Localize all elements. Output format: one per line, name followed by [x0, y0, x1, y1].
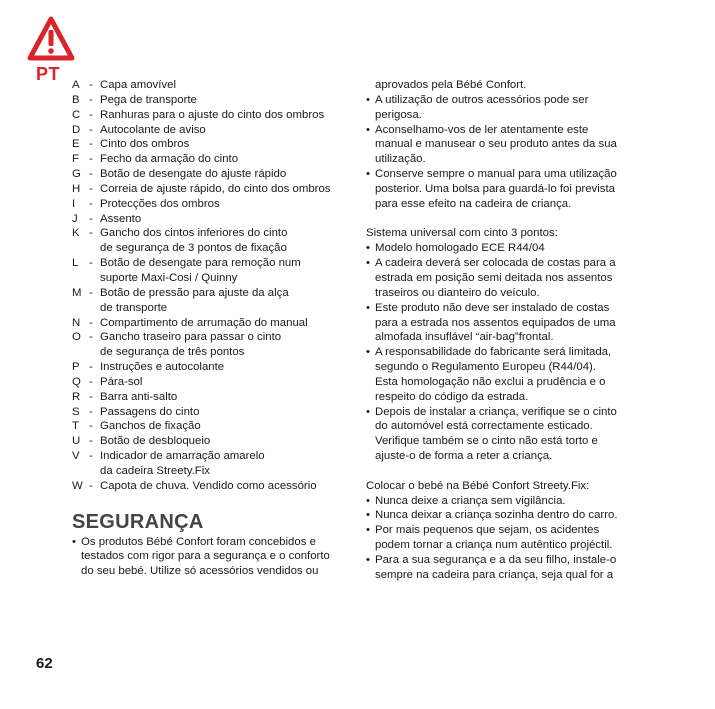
legend-item: [72, 212, 362, 227]
legend-letter: K: [72, 227, 80, 240]
bullet-text: Nunca deixar a criança sozinha dentro do carro.: [375, 509, 618, 522]
legend-item: [72, 197, 362, 212]
legend-dash: -: [89, 316, 93, 329]
legend-item: [72, 316, 362, 331]
legend-dash: -: [89, 212, 93, 225]
legend-letter: U: [72, 435, 81, 448]
bullet-icon: •: [72, 535, 76, 548]
legend-dash: -: [89, 197, 93, 210]
legend-item: [72, 256, 362, 271]
legend-text: Botão de desengate do ajuste rápido: [100, 168, 287, 181]
bullets-placing-baby: [366, 494, 666, 583]
bullet-item: [366, 123, 666, 138]
bullet-icon: •: [366, 524, 370, 537]
legend-item: [72, 405, 362, 420]
legend-letter: D: [72, 123, 81, 136]
bullets-universal-system: [366, 241, 666, 464]
legend-text: Ganchos de fixação: [100, 420, 201, 433]
legend-item: [72, 330, 362, 345]
bullet-icon: •: [366, 257, 370, 270]
legend-letter: W: [72, 479, 83, 492]
legend-text: Fecho da armação do cinto: [100, 153, 239, 166]
bullet-text: posterior. Uma bolsa para guardá-lo foi prevista: [375, 182, 615, 195]
legend-text: Capa amovível: [100, 79, 176, 91]
bullet-item: [366, 494, 666, 509]
bullet-text: do seu bebé. Utilize só acessórios vendidos ou: [81, 565, 319, 578]
bullet-text: Para a sua segurança e a da seu filho, instale-o: [375, 554, 617, 566]
left-column: [72, 78, 362, 579]
bullet-icon: •: [366, 123, 370, 136]
legend-text: Protecções dos ombros: [100, 197, 220, 210]
legend-letter: G: [72, 168, 81, 181]
bullet-icon: •: [366, 242, 370, 255]
bullet-text: Verifique também se o cinto não está torto e: [375, 435, 598, 448]
legend-dash: -: [89, 138, 93, 151]
legend-letter: A: [72, 79, 80, 91]
legend-item: [72, 108, 362, 123]
continuation-text: aprovados pela Bébé Confort.: [375, 79, 527, 91]
legend-dash: -: [89, 361, 93, 374]
bullet-text: manual e manusear o seu produto antes da sua: [375, 138, 617, 151]
legend-dash: -: [89, 79, 93, 91]
legend-dash: -: [89, 286, 93, 299]
bullet-text: almofada insuflável “air-bag”frontal.: [375, 331, 554, 344]
legend-letter: E: [72, 138, 80, 151]
legend-text: Assento: [100, 212, 142, 225]
legend-letter: Q: [72, 375, 81, 388]
bullet-icon: •: [366, 405, 370, 418]
legend-letter: O: [72, 331, 81, 344]
legend-dash: -: [89, 405, 93, 418]
legend-letter: C: [72, 108, 81, 121]
legend-text: Botão de desengate para remoção num: [100, 257, 301, 270]
bullet-item: [366, 93, 666, 108]
legend-text: de transporte: [100, 301, 168, 314]
bullet-text: perigosa.: [375, 108, 422, 121]
right-column: [366, 78, 666, 583]
bullet-text: A cadeira deverá ser colocada de costas para a: [375, 257, 616, 270]
bullet-item: [366, 523, 666, 538]
legend-dash: -: [89, 108, 93, 121]
legend-letter: F: [72, 153, 79, 166]
legend-letter: H: [72, 182, 81, 195]
bullet-icon: •: [366, 168, 370, 181]
legend-dash: -: [89, 227, 93, 240]
bullet-icon: •: [366, 301, 370, 314]
legend-letter: S: [72, 405, 80, 418]
legend-item: [72, 152, 362, 167]
bullet-text: testados com rigor para a segurança e o conforto: [81, 550, 330, 563]
bullet-text: Depois de instalar a criança, verifique se o cinto: [375, 405, 617, 418]
bullet-text: traseiros ou dianteiro do veículo.: [375, 286, 540, 299]
bullet-text: Os produtos Bébé Confort foram concebidos e: [81, 535, 316, 548]
legend-text: Ranhuras para o ajuste do cinto dos ombros: [100, 108, 325, 121]
bullet-item: [366, 241, 666, 256]
legend-dash: -: [89, 420, 93, 433]
bullet-text: Conserve sempre o manual para uma utilização: [375, 168, 617, 181]
legend-dash: -: [89, 450, 93, 463]
legend-text: suporte Maxi-Cosi / Quinny: [100, 271, 238, 284]
bullet-icon: •: [366, 346, 370, 359]
parts-legend: [72, 78, 362, 494]
bullet-icon: •: [366, 509, 370, 522]
legend-dash: -: [89, 93, 93, 106]
safety-intro: [72, 535, 362, 580]
legend-text: Indicador de amarração amarelo: [100, 450, 265, 463]
legend-item: [72, 479, 362, 494]
legend-letter: V: [72, 450, 80, 463]
bullet-text: segundo o Regulamento Europeu (R44/04).: [375, 361, 596, 374]
legend-item: [72, 286, 362, 301]
legend-text: Capota de chuva. Vendido como acessório: [100, 479, 317, 492]
legend-text: Autocolante de aviso: [100, 123, 206, 136]
legend-dash: -: [89, 153, 93, 166]
legend-text: Cinto dos ombros: [100, 138, 190, 151]
legend-text: Instruções e autocolante: [100, 361, 225, 374]
legend-dash: -: [89, 168, 93, 181]
legend-item: [72, 390, 362, 405]
bullet-text: para a estrada nos assentos equipados de uma: [375, 316, 616, 329]
bullet-text: Nunca deixe a criança sem vigilância.: [375, 494, 566, 507]
legend-text: da cadeira Streety.Fix: [100, 464, 210, 477]
legend-dash: -: [89, 257, 93, 270]
legend-item: [72, 123, 362, 138]
placing-baby-title: Colocar o bebé na Bébé Confort Streety.Fix:: [366, 479, 590, 492]
bullet-item: [366, 345, 666, 360]
legend-letter: M: [72, 286, 82, 299]
legend-text: Botão de desbloqueio: [100, 435, 211, 448]
legend-dash: -: [89, 390, 93, 403]
legend-text: Gancho traseiro para passar o cinto: [100, 331, 282, 344]
legend-item: [72, 226, 362, 241]
legend-text: Passagens do cinto: [100, 405, 200, 418]
legend-text: Pega de transporte: [100, 93, 197, 106]
bullet-text: estrada em posição semi deitada nos assentos: [375, 271, 613, 284]
legend-item: [72, 360, 362, 375]
legend-dash: -: [89, 123, 93, 136]
bullet-text: respeito do código da estrada.: [375, 390, 529, 403]
warning-triangle-icon: [27, 16, 75, 62]
bullet-text: Este produto não deve ser instalado de costas: [375, 301, 610, 314]
legend-letter: P: [72, 361, 80, 374]
bullet-item: [366, 301, 666, 316]
bullet-text: A responsabilidade do fabricante será limitada,: [375, 346, 612, 359]
bullet-icon: •: [366, 93, 370, 106]
legend-dash: -: [89, 435, 93, 448]
legend-dash: -: [89, 331, 93, 344]
legend-letter: R: [72, 390, 81, 403]
legend-letter: J: [72, 212, 78, 225]
page-number: 62: [36, 655, 53, 672]
legend-item: [72, 93, 362, 108]
legend-dash: -: [89, 375, 93, 388]
bullet-item: [366, 508, 666, 523]
safety-heading: SEGURANÇA: [72, 510, 204, 533]
legend-text: Compartimento de arrumação do manual: [100, 316, 308, 329]
legend-letter: T: [72, 420, 79, 433]
bullet-text: ajuste-o de forma a reter a criança.: [375, 450, 553, 463]
legend-dash: -: [89, 479, 93, 492]
legend-text: Botão de pressão para ajuste da alça: [100, 286, 289, 299]
bullet-text: Por mais pequenos que sejam, os acidentes: [375, 524, 600, 537]
legend-letter: N: [72, 316, 81, 329]
bullet-text: Aconselhamo-vos de ler atentamente este: [375, 123, 589, 136]
bullet-text: para esse efeito na cadeira de criança.: [375, 197, 572, 210]
legend-text: Correia de ajuste rápido, do cinto dos ombros: [100, 182, 331, 195]
bullets-accessories: [366, 93, 666, 212]
legend-text: de segurança de três pontos: [100, 346, 245, 359]
legend-dash: -: [89, 182, 93, 195]
legend-letter: L: [72, 257, 79, 270]
legend-item: [72, 182, 362, 197]
legend-item: [72, 419, 362, 434]
bullet-text: podem tornar a criança num autêntico projéctil.: [375, 539, 613, 552]
bullet-text: do automóvel está correctamente esticado.: [375, 420, 593, 433]
legend-text: Pára-sol: [100, 375, 143, 388]
legend-text: Gancho dos cintos inferiores do cinto: [100, 227, 288, 240]
language-label: PT: [36, 64, 61, 84]
bullet-text: Modelo homologado ECE R44/04: [375, 242, 545, 255]
bullet-item: [366, 553, 666, 568]
legend-item: [72, 167, 362, 182]
bullet-item: [366, 256, 666, 271]
bullet-text: utilização.: [375, 153, 426, 166]
bullet-text: Esta homologação não exclui a prudência e o: [375, 375, 606, 388]
bullet-icon: •: [366, 554, 370, 566]
bullet-icon: •: [366, 494, 370, 507]
bullet-item: [72, 535, 362, 550]
bullet-text: A utilização de outros acessórios pode ser: [375, 93, 589, 106]
legend-item: [72, 78, 362, 93]
bullet-item: [366, 405, 666, 420]
legend-item: [72, 375, 362, 390]
legend-item: [72, 137, 362, 152]
legend-text: Barra anti-salto: [100, 390, 178, 403]
legend-letter: B: [72, 93, 80, 106]
legend-letter: I: [72, 197, 76, 210]
bullet-text: sempre na cadeira para criança, seja qual for a: [375, 568, 614, 581]
universal-system-title: Sistema universal com cinto 3 pontos:: [366, 227, 558, 240]
legend-item: [72, 449, 362, 464]
legend-item: [72, 434, 362, 449]
legend-text: de segurança de 3 pontos de fixação: [100, 242, 287, 255]
bullet-item: [366, 167, 666, 182]
